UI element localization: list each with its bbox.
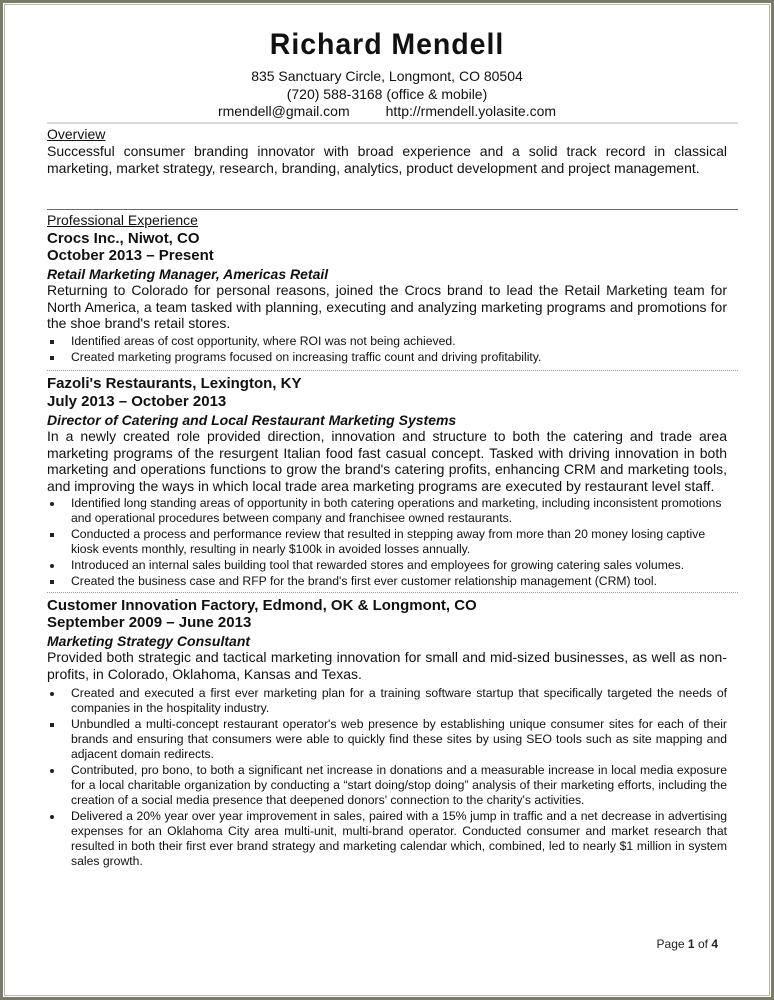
contact-links bbox=[47, 103, 727, 120]
job-summary: Provided both strategic and tactical marketing innovation for small and mid-sized businesses, as well as non-profits, in Colorado, Oklahoma, Kansas and Texas. bbox=[47, 649, 727, 682]
job-role: Retail Marketing Manager, Americas Retail bbox=[47, 266, 329, 282]
list-item: Identified areas of cost opportunity, where ROI was not being achieved. bbox=[47, 334, 727, 349]
job-company: Fazoli's Restaurants, Lexington, KY bbox=[47, 375, 302, 392]
job-dates: September 2009 – June 2013 bbox=[47, 614, 252, 631]
list-item: Delivered a 20% year over year improvement in sales, paired with a 15% jump in traffic and a net decrease in advertising expenses for an Oklahoma City area multi-unit, multi-brand operator. Conducted consumer and market research that resulted in both their first ever brand strategy and marketing calendar which, combined, led to nearly $1 million in system sales growth. bbox=[47, 809, 727, 869]
list-item: Contributed, pro bono, to both a significant net increase in donations and a measurable increase in local media exposure for a local charitable organization by conducting a “start doing/stop doing” analysis of their marketing efforts, including the creation of a social media presence that deepened donors' connection to the charity's activities. bbox=[47, 763, 727, 808]
list-item: Created marketing programs focused on increasing traffic count and driving profitability. bbox=[47, 350, 727, 365]
job-company: Crocs Inc., Niwot, CO bbox=[47, 230, 200, 247]
of-label: of bbox=[697, 937, 708, 951]
bullet-icon bbox=[50, 815, 54, 819]
overview-text: Successful consumer branding innovator with broad experience and a solid track record in classical marketing, market strategy, research, branding, analytics, product development and project management. bbox=[47, 143, 727, 176]
job-role: Director of Catering and Local Restaurant Marketing Systems bbox=[47, 412, 457, 428]
candidate-name: Richard Mendell bbox=[269, 28, 505, 61]
job-role: Marketing Strategy Consultant bbox=[47, 633, 251, 649]
address: 835 Sanctuary Circle, Longmont, CO 80504 bbox=[251, 68, 523, 84]
job-bullets bbox=[47, 686, 727, 870]
bullet-icon bbox=[50, 564, 54, 568]
list-item: Identified long standing areas of opportunity in both catering operations and marketing, including inconsistent promotions and operational procedures between company and franchisee owned restaurants. bbox=[47, 496, 727, 526]
bullet-icon bbox=[50, 692, 54, 696]
bullet-icon bbox=[50, 769, 54, 773]
website-link[interactable]: http://rmendell.yolasite.com bbox=[385, 103, 557, 119]
current-page-number: 1 bbox=[687, 937, 695, 951]
square-bullet-icon bbox=[50, 580, 54, 584]
email-link[interactable]: rmendell@gmail.com bbox=[217, 103, 350, 119]
list-item: Created the business case and RFP for the brand's first ever customer relationship management (CRM) tool. bbox=[47, 574, 727, 589]
divider bbox=[47, 209, 738, 210]
square-bullet-icon bbox=[50, 340, 54, 344]
square-bullet-icon bbox=[50, 723, 54, 727]
page-label: Page bbox=[656, 937, 685, 951]
bullet-icon bbox=[50, 502, 54, 506]
job-bullets bbox=[47, 496, 727, 590]
square-bullet-icon bbox=[50, 356, 54, 360]
square-bullet-icon bbox=[50, 533, 54, 537]
job-summary: Returning to Colorado for personal reasons, joined the Crocs brand to lead the Retail Marketing team for North America, a team tasked with planning, executing and analyzing marketing programs and promotions for the shoe brand's retail stores. bbox=[47, 282, 727, 332]
list-item: Unbundled a multi-concept restaurant operator's web presence by establishing unique consumer sites for each of their brands and ensuring that consumers were able to quickly find these sites by using SEO tools such as site mapping and adjacent domain redirects. bbox=[47, 717, 727, 762]
list-item: Conducted a process and performance review that resulted in stepping away from more than 20 money losing captive kiosk events monthly, resulting in nearly $100k in avoided losses annually. bbox=[47, 527, 727, 557]
overview-heading: Overview bbox=[47, 126, 106, 142]
job-dates: July 2013 – October 2013 bbox=[47, 393, 227, 410]
job-summary: In a newly created role provided direction, innovation and structure to both the catering and trade area marketing programs of the resurgent Italian food fast casual concept. Tasked with driving innovation in both marketing and operations functions to grow the brand's catering profits, enhancing CRM and marketing tools, and improving the ways in which local trade area marketing programs are executed by restaurant level staff. bbox=[47, 428, 727, 494]
page-footer bbox=[657, 937, 718, 951]
job-bullets bbox=[47, 334, 727, 366]
experience-heading: Professional Experience bbox=[47, 212, 198, 228]
divider bbox=[47, 122, 738, 124]
list-item: Introduced an internal sales building tool that rewarded stores and employees for growing catering sales volumes. bbox=[47, 558, 727, 573]
list-item: Created and executed a first ever marketing plan for a training software startup that specifically targeted the needs of companies in the hospitality industry. bbox=[47, 686, 727, 716]
job-dates: October 2013 – Present bbox=[47, 247, 214, 264]
phone: (720) 588-3168 (office & mobile) bbox=[286, 86, 488, 102]
total-pages-number: 4 bbox=[711, 937, 718, 951]
dotted-divider bbox=[47, 592, 738, 593]
job-company: Customer Innovation Factory, Edmond, OK & Longmont, CO bbox=[47, 597, 477, 614]
dotted-divider bbox=[47, 370, 738, 371]
